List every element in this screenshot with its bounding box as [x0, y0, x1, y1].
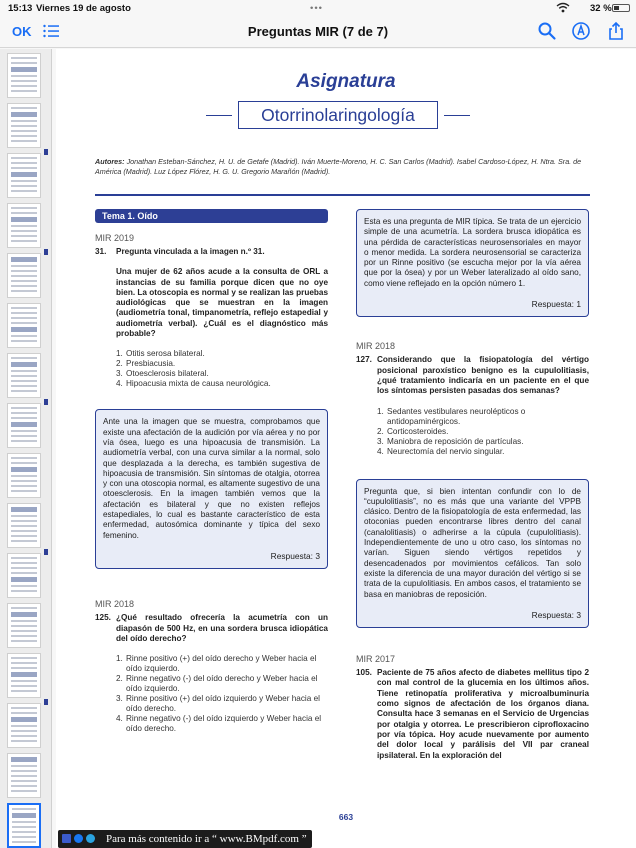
explanation-box: [95, 409, 328, 569]
toolbar: [0, 16, 636, 48]
watermark-banner[interactable]: [58, 830, 312, 848]
bookmark-marker: [44, 549, 48, 555]
answer-option: 4. Neurectomía del nervio singular.: [377, 446, 505, 456]
question-title: ¿Qué resultado ofrecería la acumetría con un diapasón de 500 Hz, en una sordera brusca idiopática del oído derecho?: [116, 613, 328, 643]
status-date: Viernes 19 de agosto: [36, 3, 131, 14]
question-title: Pregunta vinculada a la imagen n.º 31.: [116, 247, 265, 256]
telegram-icon: [86, 834, 95, 843]
book-icon: [62, 834, 71, 843]
header-divider: [95, 194, 590, 196]
bookmark-marker: [44, 699, 48, 705]
share-icon[interactable]: [606, 21, 626, 41]
page-thumbnail[interactable]: [7, 303, 41, 348]
answer-option: 1. Otitis serosa bilateral.: [116, 349, 205, 359]
left-column: [95, 209, 328, 734]
done-button[interactable]: OK: [12, 24, 32, 39]
page-thumbnail[interactable]: [7, 353, 41, 398]
course-title: Otorrinolaringología: [238, 101, 438, 129]
question-number: 127.: [356, 355, 372, 365]
battery-icon: [612, 4, 630, 12]
authors-label: Autores:: [95, 157, 125, 166]
document-title: Preguntas MIR (7 de 7): [247, 24, 389, 39]
page-thumbnail[interactable]: [7, 103, 41, 148]
answer-option: 3. Rinne positivo (+) del oído izquierdo y Weber hacia el oído derecho.: [116, 694, 320, 714]
page-thumbnail[interactable]: [7, 553, 41, 598]
wifi-icon: [556, 2, 570, 13]
right-column: [356, 209, 589, 761]
question-body: Una mujer de 62 años acude a la consulta de ORL a instancias de su familia porque dicen que no oye bien. La otoscopia es normal y se realizan las pruebas audiológicas que se muestran en la imagen (audiometría tonal, timpanometría, reflejo estapedial y audiometría verbal). ¿Cuál es el diagnóstico más probable?: [116, 267, 328, 339]
answer-label: Respuesta: 3: [270, 550, 320, 561]
watermark-text: Para más contenido ir a “ www.BMpdf.com ”: [106, 833, 307, 845]
question-header: [356, 668, 589, 761]
status-time: 15:13: [8, 3, 33, 14]
page-number: 663: [338, 812, 354, 822]
explanation-text: Ante una la imagen que se muestra, comprobamos que existe una afectación de la audición por vía aérea y no por vía ósea, luego es una hipoacusia de transmisión. La audiometría verbal, con una curva similar a la normal, solo que desplazada a la derecha, es también sugestiva de hipoacusia de transmisión. Sin síntomas de otalgia, otorrea y con una otoscopia normal, es altamente sugestivo de una otoesclerosis. En la imagen también vemos que la afectación es bilateral y que no existen reflejos estapediales, lo cual es bastante característico de esta enfermedad, autosómica dominante y típica del sexo femenino.: [103, 417, 320, 540]
title-rule-left: [206, 115, 232, 116]
authors-text: Jonathan Esteban-Sánchez, H. U. de Getafe (Madrid). Iván Muerte-Moreno, H. C. San Carlos (Madrid). Isabel Cardoso-López, H. Ntra. Sra. de América (Madrid). Luz López Flórez, H. G. U. Gregorio Marañón (Madrid).: [95, 157, 582, 176]
subject-heading: Asignatura: [296, 71, 396, 92]
multitasking-dots-icon[interactable]: •••: [310, 3, 323, 14]
answer-label: Respuesta: 3: [531, 609, 581, 620]
explanation-box: [356, 479, 589, 629]
answer-option: 4. Rinne negativo (-) del oído izquierdo y Weber hacia el oído derecho.: [116, 714, 322, 734]
exam-year: MIR 2018: [95, 599, 135, 610]
bookmark-marker: [44, 249, 48, 255]
answer-option: 3. Otoesclerosis bilateral.: [116, 369, 209, 379]
explanation-text: Pregunta que, si bien intentan confundir con lo de “cupulolitiasis”, no es más que una variante del VPPB clásico. Dentro de la fisiopatología de esta enfermedad, las otoconias pueden encontrarse libres dentro del canal (canalolitiasis) o adherirse a la cúpula (cupulolitiasis). Independientemente de uno u otro caso, los síntomas no varían. Siguen siendo vértigos repetidos y desencadenados por movimientos cefálicos. Tan solo existe la diferencia de una mayor duración del vértigo si se trata de la cupulolitiasis. En ambos casos, el tratamiento se basa en maniobras de reposición.: [364, 486, 581, 599]
page-thumbnail[interactable]: [7, 453, 41, 498]
document-page[interactable]: [56, 49, 636, 848]
answer-option: 1. Rinne positivo (+) del oído derecho y Weber hacia el oído izquierdo.: [116, 654, 317, 674]
answer-option: 2. Rinne negativo (-) del oído derecho y Weber hacia el oído izquierdo.: [116, 674, 318, 694]
battery-level: 32 %: [590, 3, 612, 14]
question-header: [95, 247, 328, 257]
question-title: Paciente de 75 años afecto de diabetes mellitus tipo 2 con mal control de la glucemia en los últimos años. Tiene retinopatía proliferativa y microalbuminuria como signos de afectación de los órganos diana. Consulta hace 3 semanas en el Servicio de Urgencias por otalgia y otorrea. Le prescribieron ciprofloxacino por vía tópica. Hoy acude nuevamente por aumento del dolor local y parálisis del VII par craneal ipsilateral. En la exploración del: [377, 668, 589, 760]
exam-year: MIR 2019: [95, 233, 135, 243]
page-thumbnail-sidebar[interactable]: [0, 49, 52, 848]
title-rule-right: [444, 115, 470, 116]
question-number: 31.: [95, 247, 107, 256]
question-number: 105.: [356, 668, 372, 678]
page-thumbnail[interactable]: [7, 503, 41, 548]
page-thumbnail[interactable]: [7, 153, 41, 198]
facebook-icon: [74, 834, 83, 843]
answer-options: [116, 349, 328, 389]
answer-option: 3. Maniobra de reposición de partículas.: [377, 436, 524, 446]
page-thumbnail[interactable]: [7, 203, 41, 248]
question-number: 125.: [95, 613, 111, 623]
markup-icon[interactable]: [571, 21, 591, 41]
authors-line: [95, 157, 590, 177]
status-bar: [0, 0, 636, 16]
page-thumbnail[interactable]: [7, 753, 41, 798]
section-title: Tema 1. Oído: [95, 209, 328, 223]
page-thumbnail[interactable]: [7, 703, 41, 748]
page-thumbnail[interactable]: [7, 403, 41, 448]
page-thumbnail[interactable]: [7, 603, 41, 648]
answer-option: 4. Hipoacusia mixta de causa neurológica.: [116, 379, 271, 389]
bookmark-marker: [44, 149, 48, 155]
bookmark-marker: [44, 399, 48, 405]
exam-year: MIR 2017: [356, 654, 396, 665]
question-header: [95, 613, 328, 644]
question-title: Considerando que la fisiopatología del vértigo posicional paroxístico benigno es la cupulolitiasis, ¿qué tratamiento indicaría en un paciente en el que los síntomas persisten pasadas dos semanas?: [377, 355, 589, 396]
page-thumbnail[interactable]: [7, 53, 41, 98]
page-thumbnail[interactable]: [7, 653, 41, 698]
answer-option: 2. Corticosteroides.: [377, 426, 449, 436]
page-thumbnail-current[interactable]: [7, 803, 41, 848]
page-thumbnail[interactable]: [7, 253, 41, 298]
search-icon[interactable]: [537, 21, 557, 41]
answer-options: [116, 654, 328, 734]
answer-option: 2. Presbiacusia.: [116, 359, 176, 369]
question-header: [356, 355, 589, 396]
answer-label: Respuesta: 1: [531, 299, 581, 310]
exam-year: MIR 2018: [356, 341, 396, 352]
answer-options: [377, 407, 589, 457]
explanation-box: [356, 209, 589, 317]
explanation-text: Esta es una pregunta de MIR típica. Se trata de un ejercicio simple de una acumetría. La sordera brusca idiopática es una pérdida de características neurosensoriales en mayor o menor medida. La sordera neurosensorial se caracteriza por un Rinne positivo (se escucha mejor por la vía aérea que por la ósea) y por un Weber lateralizado al oído sano, como viene reflejado en la opción número 1.: [364, 217, 581, 288]
answer-option: 1. Sedantes vestibulares neurolépticos o antidopaminérgicos.: [377, 406, 526, 426]
